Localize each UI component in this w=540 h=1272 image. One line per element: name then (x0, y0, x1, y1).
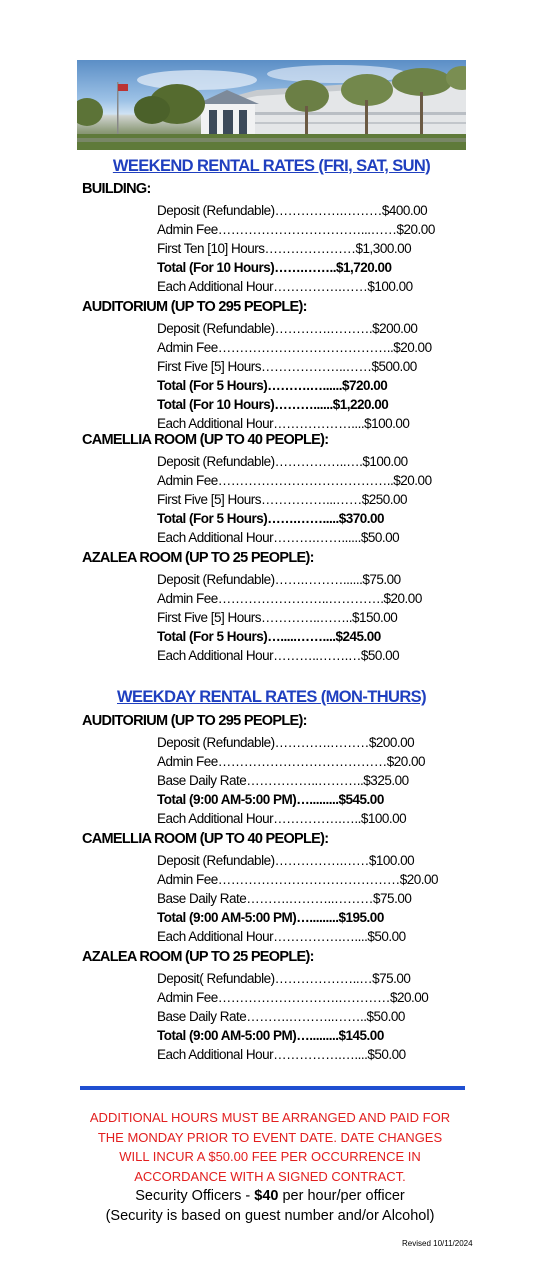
rate-row: Base Daily Rate……….………..………$75.00 (157, 891, 412, 906)
rate-row: Deposit (Refundable)…………….……$100.00 (157, 853, 415, 868)
additional-hours-notice (70, 1108, 470, 1186)
security-rate-line (60, 1186, 480, 1206)
notice-line: ACCORDANCE WITH A SIGNED CONTRACT. (134, 1168, 406, 1184)
notice-line: ADDITIONAL HOURS MUST BE ARRANGED AND PAID FOR (89, 1110, 451, 1125)
rate-row: Admin Fee…………………………………..$20.00 (157, 473, 432, 488)
rate-row: Each Additional Hour……….……......$50.00 (157, 530, 400, 545)
rate-row: Deposit (Refundable)……………..….$100.00 (157, 454, 408, 469)
rate-row: Admin Fee…………………………………..$20.00 (157, 340, 432, 355)
rate-row: Deposit (Refundable)………….………$200.00 (157, 735, 415, 750)
rate-row: Admin Fee……………………………...……$20.00 (157, 222, 435, 237)
weekend-rates-title: WEEKEND RENTAL RATES (FRI, SAT, SUN) (112, 157, 431, 175)
rate-row: Base Daily Rate……………..………..$325.00 (157, 773, 409, 788)
rate-row: Deposit (Refundable)…….………......$75.00 (157, 572, 401, 587)
rate-total-row: Total (For 10 Hours)………......$1,220.00 (157, 397, 389, 412)
category-heading: AUDITORIUM (UP TO 295 PEOPLE): (82, 713, 307, 729)
security-info (60, 1186, 480, 1226)
rate-row: Each Additional Hour…………….…....$50.00 (157, 1047, 406, 1062)
rate-row: First Ten [10] Hours…………………$1,300.00 (157, 241, 412, 256)
rate-row: Admin Fee……………………….…………$20.00 (157, 990, 429, 1005)
security-suffix: per hour/per officer (278, 1188, 405, 1204)
rate-row: First Five [5] Hours……………...……$250.00 (157, 492, 408, 507)
rate-row: Admin Fee…………………………………$20.00 (157, 754, 426, 769)
building-photo (77, 60, 466, 150)
rate-row: First Five [5] Hours…………..……..$150.00 (157, 610, 398, 625)
rate-total-row: Total (For 10 Hours)…….……..$1,720.00 (157, 260, 392, 275)
rate-row: Each Additional Hour…………….……$100.00 (157, 279, 413, 294)
rate-row: Admin Fee……………………………………$20.00 (157, 872, 439, 887)
rate-total-row: Total (For 5 Hours)….....……....$245.00 (157, 629, 381, 644)
revised-date: Revised 10/11/2024 (402, 1239, 473, 1248)
category-heading: AZALEA ROOM (UP TO 25 PEOPLE): (82, 550, 314, 566)
category-heading: CAMELLIA ROOM (UP TO 40 PEOPLE): (82, 432, 329, 448)
rate-total-row: Total (9:00 AM-5:00 PM)….........$195.00 (157, 910, 384, 925)
rate-row: Deposit( Refundable)………………..…$75.00 (157, 971, 411, 986)
rate-row: Deposit (Refundable)………….……….$200.00 (157, 321, 418, 336)
rate-row: Base Daily Rate……….………..……..$50.00 (157, 1009, 405, 1024)
category-heading: CAMELLIA ROOM (UP TO 40 PEOPLE): (82, 831, 329, 847)
rate-row: Admin Fee……………………..………….$20.00 (157, 591, 422, 606)
rate-row: Each Additional Hour………..…….…$50.00 (157, 648, 400, 663)
weekday-rates-title: WEEKDAY RENTAL RATES (MON-THURS) (117, 688, 426, 706)
security-prefix: Security Officers - (135, 1188, 255, 1204)
section-divider (80, 1086, 465, 1090)
rate-row: Deposit (Refundable)…………….………$400.00 (157, 203, 428, 218)
rate-total-row: Total (For 5 Hours)…….…….....$370.00 (157, 511, 385, 526)
rate-total-row: Total (For 5 Hours)……….…......$720.00 (157, 378, 388, 393)
rate-total-row: Total (9:00 AM-5:00 PM)….........$145.00 (157, 1028, 384, 1043)
rate-row: First Five [5] Hours………………..……$500.00 (157, 359, 417, 374)
rate-row: Each Additional Hour…………….…....$50.00 (157, 929, 406, 944)
category-heading: AUDITORIUM (UP TO 295 PEOPLE): (82, 299, 307, 315)
notice-line: WILL INCUR A $50.00 FEE PER OCCURRENCE IN (119, 1149, 421, 1164)
category-heading: BUILDING: (82, 181, 151, 197)
rate-total-row: Total (9:00 AM-5:00 PM)….........$545.00 (157, 792, 384, 807)
security-note: (Security is based on guest number and/or Alcohol) (105, 1208, 435, 1224)
rate-row: Each Additional Hour…………….…..$100.00 (157, 811, 407, 826)
rate-row: Each Additional Hour………………....$100.00 (157, 416, 410, 431)
security-rate: $40 (254, 1188, 279, 1204)
notice-line: THE MONDAY PRIOR TO EVENT DATE. DATE CHANGES (97, 1129, 443, 1145)
category-heading: AZALEA ROOM (UP TO 25 PEOPLE): (82, 949, 314, 965)
